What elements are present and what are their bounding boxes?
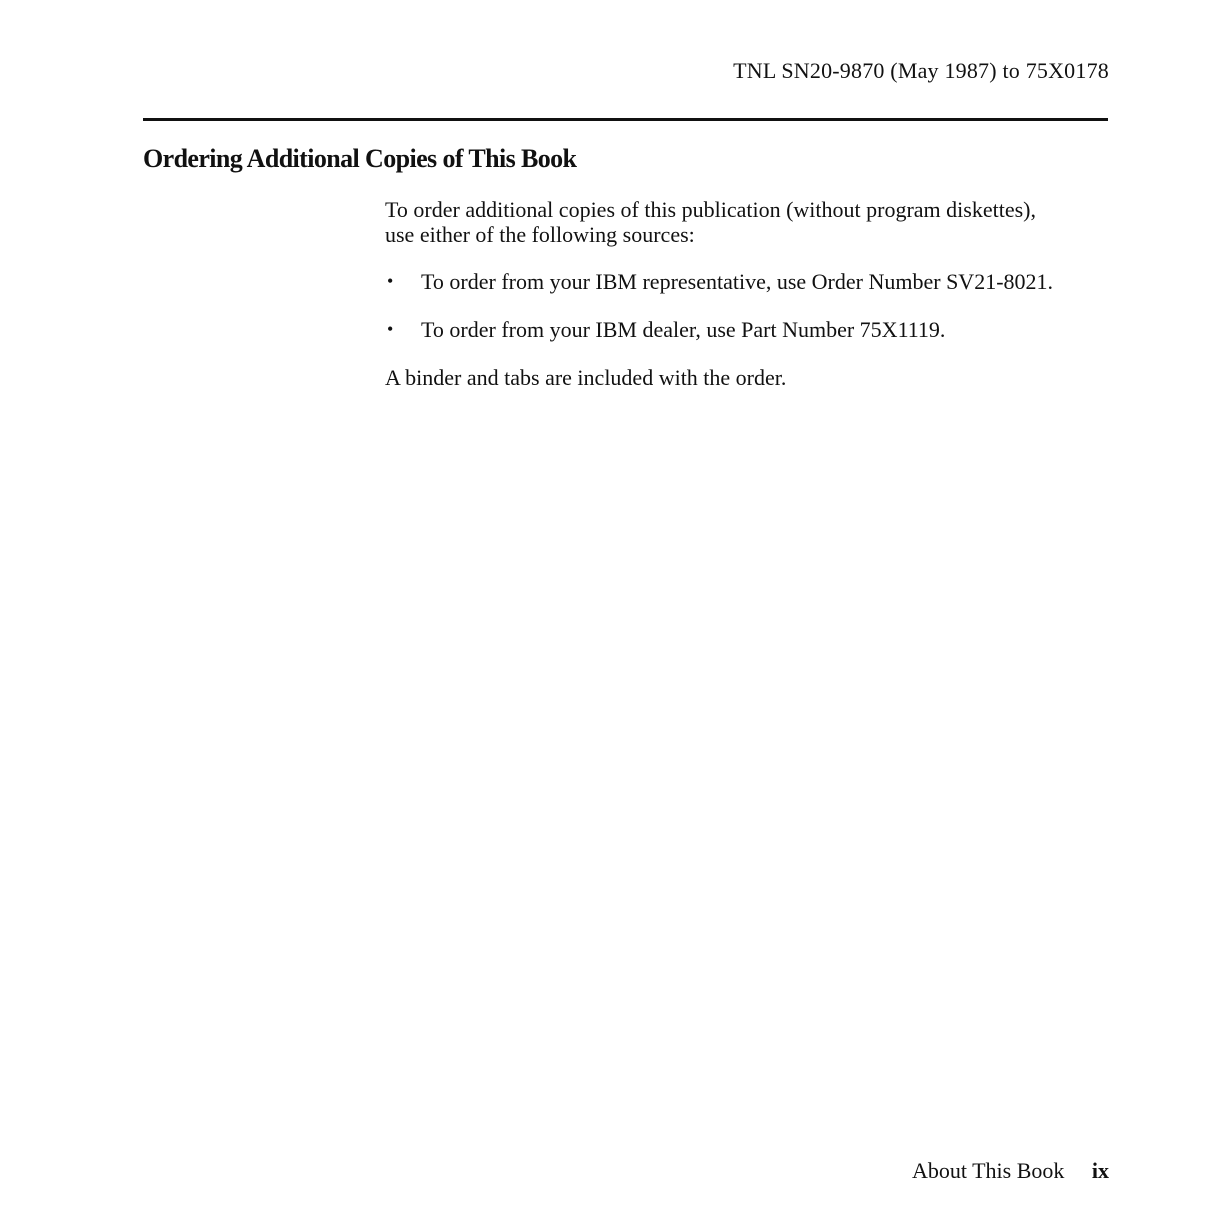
section-heading: Ordering Additional Copies of This Book xyxy=(143,144,577,173)
bullet-icon: • xyxy=(387,271,394,291)
list-item-text: To order from your IBM dealer, use Part Number 75X1119. xyxy=(421,317,946,342)
intro-line-2: use either of the following sources: xyxy=(385,222,695,247)
page-footer xyxy=(912,1158,1109,1184)
page-number: ix xyxy=(1091,1158,1109,1183)
bullet-icon: • xyxy=(387,319,394,339)
closing-paragraph: A binder and tabs are included with the order. xyxy=(385,365,787,390)
list-item-text: To order from your IBM representative, use Order Number SV21-8021. xyxy=(421,269,1054,294)
list-item xyxy=(385,269,1115,294)
section-body xyxy=(385,197,1115,390)
intro-line-1: To order additional copies of this publication (without program diskettes), xyxy=(385,197,1036,222)
section-rule xyxy=(143,118,1108,121)
running-head: TNL SN20-9870 (May 1987) to 75X0178 xyxy=(733,58,1109,83)
intro-paragraph xyxy=(385,197,1115,247)
list-item xyxy=(385,317,1115,342)
footer-section-title: About This Book xyxy=(911,1158,1065,1183)
order-sources-list xyxy=(385,269,1115,342)
